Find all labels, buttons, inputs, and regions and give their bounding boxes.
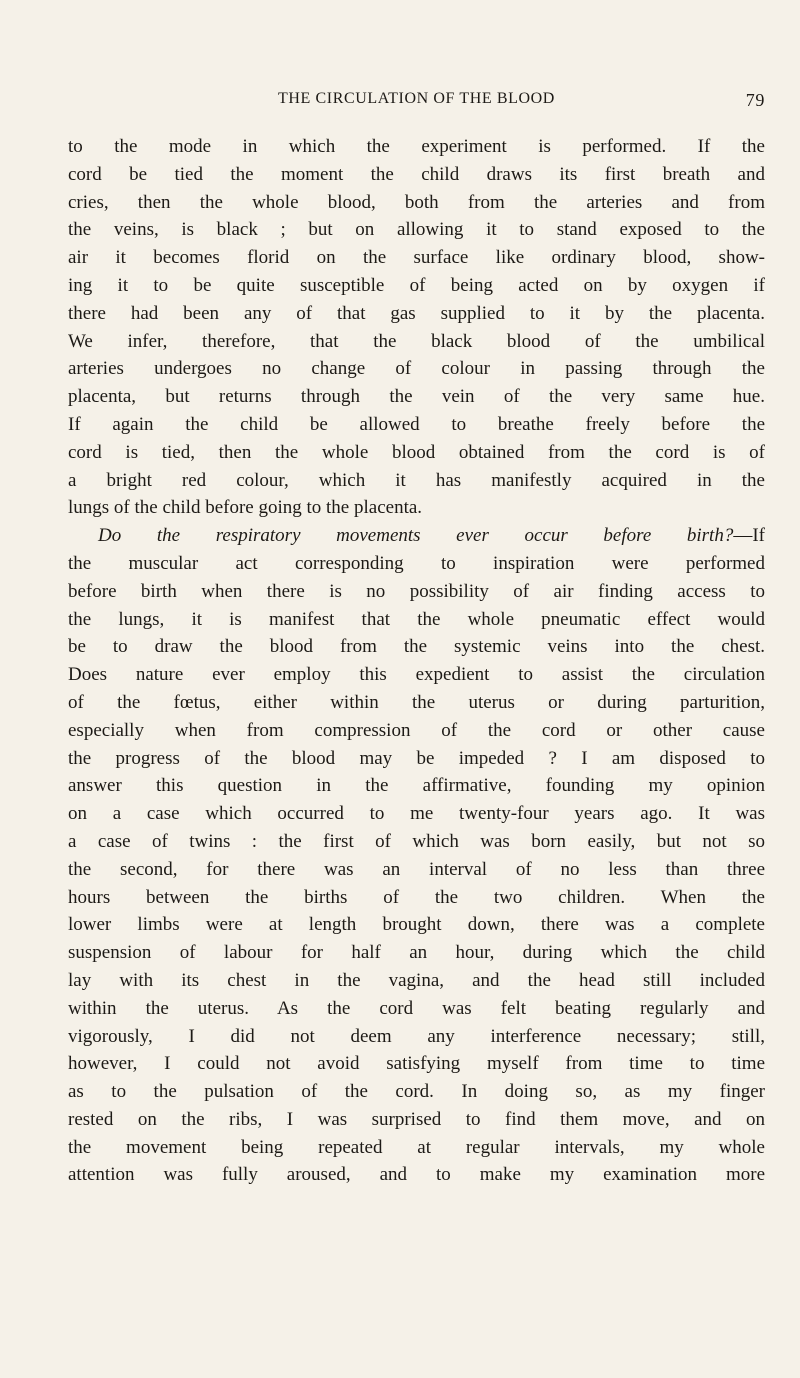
- text-line: the lungs, it is manifest that the whole pneumatic effect would: [68, 608, 765, 630]
- text-line: of the fœtus, either within the uterus or during parturition,: [68, 691, 765, 713]
- text-line: cord be tied the moment the child draws its first breath and: [68, 163, 765, 185]
- text-line: especially when from compression of the cord or other cause: [68, 719, 765, 741]
- text-line: We infer, therefore, that the black blood of the umbilical: [68, 330, 765, 352]
- question-italic: Do the respiratory movements ever occur before birth?: [98, 525, 734, 547]
- text-line: air it becomes florid on the surface like ordinary blood, show-: [68, 247, 765, 269]
- text-line: lower limbs were at length brought down, there was a complete: [68, 914, 765, 936]
- text-line: hours between the births of the two children. When the: [68, 886, 765, 908]
- text-line: lay with its chest in the vagina, and the head still included: [68, 969, 765, 991]
- text-line: Does nature ever employ this expedient to assist the circulation: [68, 664, 765, 686]
- text-line: lungs of the child before going to the placenta.: [68, 497, 423, 519]
- question-tail: —If: [733, 525, 765, 547]
- text-line: If again the child be allowed to breathe freely before the: [68, 413, 765, 435]
- text-line: the progress of the blood may be impeded ? I am disposed to: [68, 747, 765, 769]
- question-line: [68, 522, 765, 550]
- text-line: answer this question in the affirmative, founding my opinion: [68, 775, 765, 797]
- text-line: be to draw the blood from the systemic veins into the chest.: [68, 636, 765, 658]
- text-line: before birth when there is no possibility of air finding access to: [68, 580, 765, 602]
- text-line: attention was fully aroused, and to make my examination more: [68, 1164, 765, 1186]
- text-line: arteries undergoes no change of colour in passing through the: [68, 358, 765, 380]
- running-title: THE CIRCULATION OF THE BLOOD: [278, 90, 555, 107]
- text-line: suspension of labour for half an hour, during which the child: [68, 942, 765, 964]
- running-head: [68, 90, 765, 116]
- text-line: to the mode in which the experiment is performed. If the: [68, 136, 765, 157]
- text-line: cord is tied, then the whole blood obtained from the cord is of: [68, 441, 765, 463]
- text-line: the veins, is black ; but on allowing it to stand exposed to the: [68, 219, 765, 241]
- text-line: cries, then the whole blood, both from the arteries and from: [68, 191, 765, 213]
- text-line: placenta, but returns through the vein of the very same hue.: [68, 386, 765, 408]
- text-line: the second, for there was an interval of no less than three: [68, 858, 765, 880]
- text-line: as to the pulsation of the cord. In doing so, as my finger: [68, 1081, 765, 1103]
- text-line: a case of twins : the first of which was born easily, but not so: [68, 830, 765, 852]
- text-line: within the uterus. As the cord was felt beating regularly and: [68, 997, 765, 1019]
- text-line: the movement being repeated at regular intervals, my whole: [68, 1136, 765, 1158]
- text-line: a bright red colour, which it has manifestly acquired in the: [68, 469, 765, 491]
- text-line: ing it to be quite susceptible of being acted on by oxygen if: [68, 274, 765, 296]
- text-line: there had been any of that gas supplied to it by the placenta.: [68, 302, 765, 324]
- body-text: [68, 133, 765, 1189]
- text-line: rested on the ribs, I was surprised to find them move, and on: [68, 1108, 765, 1130]
- text-line: however, I could not avoid satisfying myself from time to time: [68, 1053, 765, 1075]
- page-number: 79: [745, 90, 765, 110]
- text-line: the muscular act corresponding to inspiration were performed: [68, 552, 765, 574]
- text-line: on a case which occurred to me twenty-four years ago. It was: [68, 803, 765, 825]
- text-line: vigorously, I did not deem any interference necessary; still,: [68, 1025, 765, 1047]
